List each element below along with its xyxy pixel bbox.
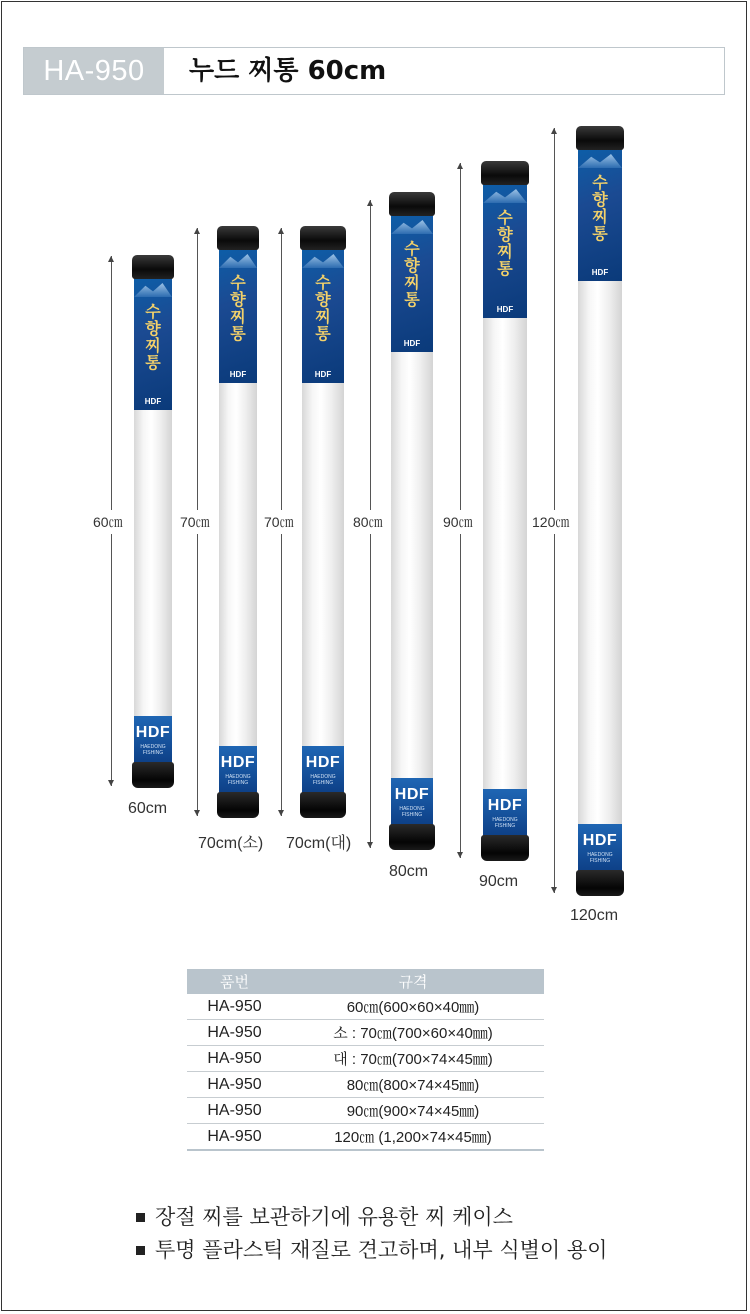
tube-brand-label: HDF HAEDONG FISHING bbox=[134, 716, 172, 764]
tube-brand-label: HDF HAEDONG FISHING bbox=[219, 746, 257, 794]
tube-bottom-cap bbox=[576, 870, 624, 896]
badge-separator bbox=[164, 48, 170, 94]
bullet-square-icon bbox=[136, 1246, 145, 1255]
product-header bbox=[23, 47, 725, 95]
feature-text: 투명 플라스틱 재질로 견고하며, 내부 식별이 용이 bbox=[155, 1238, 608, 1262]
spec-cell: 80㎝(800×74×45㎜) bbox=[282, 1072, 544, 1098]
tube-brand-label: HDF HAEDONG FISHING bbox=[391, 778, 433, 826]
tube-image bbox=[481, 161, 529, 861]
dimension-label: 120㎝ bbox=[532, 510, 569, 534]
bullet-square-icon bbox=[136, 1213, 145, 1222]
dimension-line bbox=[532, 128, 570, 893]
tube-top-label: 수향찌통 HDF bbox=[483, 183, 527, 318]
tube-top-cap bbox=[217, 226, 259, 250]
spec-cell: 60㎝(600×60×40㎜) bbox=[282, 994, 544, 1020]
feature-item bbox=[136, 1234, 607, 1267]
product-caption: 120cm bbox=[570, 907, 619, 924]
dimension-line bbox=[264, 228, 294, 816]
dimension-label: 60㎝ bbox=[93, 510, 123, 534]
tube-bottom-cap bbox=[132, 762, 174, 788]
table-row bbox=[187, 994, 544, 1020]
table-row bbox=[187, 1098, 544, 1124]
tube-bottom-cap bbox=[217, 792, 259, 818]
tube-bottom-cap bbox=[300, 792, 346, 818]
dimension-label: 90㎝ bbox=[443, 510, 473, 534]
tube-top-label: 수향찌통 HDF bbox=[219, 248, 257, 383]
table-row bbox=[187, 1072, 544, 1098]
tube-image bbox=[389, 192, 435, 850]
dimension-line bbox=[443, 163, 473, 858]
spec-cell: 소 : 70㎝(700×60×40㎜) bbox=[282, 1020, 544, 1046]
tube-brand-label: HDF HAEDONG FISHING bbox=[483, 789, 527, 837]
dimension-line bbox=[353, 200, 383, 848]
tube-image bbox=[132, 255, 174, 788]
column-header-spec: 규격 bbox=[282, 969, 544, 994]
tube-top-cap bbox=[300, 226, 346, 250]
spec-cell: 90㎝(900×74×45㎜) bbox=[282, 1098, 544, 1124]
dimension-line bbox=[93, 256, 123, 786]
spec-cell: 대 : 70㎝(700×74×45㎜) bbox=[282, 1046, 544, 1072]
tube-brand-label: HDF HAEDONG FISHING bbox=[578, 824, 622, 872]
dimension-label: 80㎝ bbox=[353, 510, 383, 534]
spec-table bbox=[187, 969, 544, 1151]
feature-text: 장절 찌를 보관하기에 유용한 찌 케이스 bbox=[155, 1205, 513, 1229]
spec-table-header bbox=[187, 969, 544, 994]
tube-top-cap bbox=[481, 161, 529, 185]
product-caption: 80cm bbox=[389, 863, 429, 880]
page-title: 누드 찌통 60cm bbox=[189, 56, 387, 86]
tube-image bbox=[576, 126, 624, 896]
feature-item bbox=[136, 1201, 607, 1234]
tube-brand-label: HDF HAEDONG FISHING bbox=[302, 746, 344, 794]
table-row bbox=[187, 1020, 544, 1046]
tube-top-cap bbox=[576, 126, 624, 150]
column-header-part-no: 품번 bbox=[187, 969, 282, 994]
tube-top-label: 수향찌통 HDF bbox=[391, 214, 433, 352]
model-badge: HA-950 bbox=[24, 48, 164, 94]
product-caption: 60cm bbox=[128, 800, 168, 817]
tube-top-cap bbox=[132, 255, 174, 279]
tube-image bbox=[217, 226, 259, 818]
part-no-cell: HA-950 bbox=[187, 1098, 282, 1124]
product-caption: 90cm bbox=[479, 873, 519, 890]
table-row bbox=[187, 1124, 544, 1151]
part-no-cell: HA-950 bbox=[187, 1046, 282, 1072]
tube-top-label: 수향찌통 HDF bbox=[578, 148, 622, 281]
table-row bbox=[187, 1046, 544, 1072]
tube-top-label: 수향찌통 HDF bbox=[134, 277, 172, 410]
dimension-label: 70㎝ bbox=[264, 510, 294, 534]
tube-top-label: 수향찌통 HDF bbox=[302, 248, 344, 383]
product-caption: 70cm(소) bbox=[198, 835, 264, 852]
spec-cell: 120㎝ (1,200×74×45㎜) bbox=[282, 1124, 544, 1151]
feature-list bbox=[136, 1201, 607, 1267]
tube-bottom-cap bbox=[481, 835, 529, 861]
dimension-line bbox=[180, 228, 210, 816]
tube-calligraphy: 수향찌통 bbox=[145, 302, 161, 372]
part-no-cell: HA-950 bbox=[187, 994, 282, 1020]
tube-bottom-cap bbox=[389, 824, 435, 850]
part-no-cell: HA-950 bbox=[187, 1124, 282, 1151]
tube-image bbox=[300, 226, 346, 818]
part-no-cell: HA-950 bbox=[187, 1072, 282, 1098]
part-no-cell: HA-950 bbox=[187, 1020, 282, 1046]
dimension-label: 70㎝ bbox=[180, 510, 210, 534]
tube-top-cap bbox=[389, 192, 435, 216]
product-caption: 70cm(대) bbox=[286, 835, 352, 852]
